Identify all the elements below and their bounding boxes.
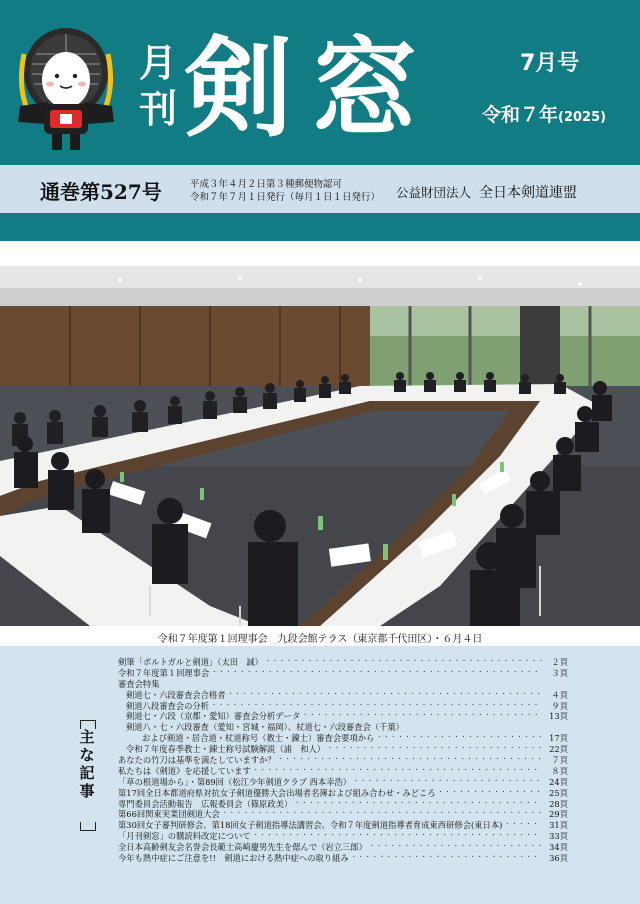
contents-item-page: ４頁	[551, 689, 568, 700]
contents-item-page: 33頁	[549, 831, 568, 842]
contents-item	[118, 711, 568, 722]
contents-item-page: ８頁	[551, 765, 568, 776]
contents-item-title: 専門委員会活動報告 広報委員会（篠原政美）	[118, 798, 293, 809]
contents-item-title: 令和７年度第１回理事会	[118, 667, 210, 678]
postal-permit: 平成３年４月２日第３種郵便物認可 令和７年７月１日発行（毎月１日１日発行）	[190, 179, 381, 203]
contents-item-title: 剣筆「ポルトガルと剣道」（太田 誠）	[118, 656, 263, 667]
contents-item-leader	[211, 666, 542, 679]
contents-item-title: 第17回全日本都道府県対抗女子剣道優勝大会出場者名簿および組み合わせ・みどころ	[118, 787, 436, 798]
contents-item-page: 25頁	[549, 787, 568, 798]
board-meeting-photo	[0, 266, 640, 626]
gekkan-label: 月 刊	[138, 41, 177, 131]
contents-item-title: 令和７年度春季教士・錬士称号試験解説（浦 和人）	[126, 744, 326, 755]
publisher: 公益財団法人 全日本剣道連盟	[396, 185, 578, 201]
publisher-name: 全日本剣道連盟	[479, 185, 578, 201]
contents-item-title: 全日本高齢剣友会名誉会長範士高崎慶男先生を偲んで（岩立三郎）	[118, 842, 367, 853]
divider-band	[0, 213, 640, 241]
kendo-mask-mascot-icon	[14, 24, 124, 154]
contents-item-title: 剣道七・六段（京都・愛知）審査会分析データ	[126, 711, 301, 722]
cover-header	[0, 0, 640, 165]
contents-item-leader	[222, 807, 542, 820]
contents-list	[118, 657, 568, 864]
contents-item-leader	[351, 851, 542, 864]
contents-item-title: あなたの竹刀は基準を満たしていますか？	[118, 755, 276, 765]
contents-item-page: 29頁	[549, 809, 568, 820]
contents-item-page: 17頁	[549, 733, 568, 744]
contents-item-page: ７頁	[551, 755, 568, 765]
issue-month: 7月号	[520, 51, 580, 76]
contents-item-title: 今年も熱中症にご注意を!! 剣道における熱中症への取り組み	[118, 853, 349, 864]
contents-item-leader	[302, 709, 542, 722]
contents-item-page: ２頁	[551, 656, 568, 667]
contents-item-title: 「草の根道場から」・第89回（松江少年剣道クラブ 西本幸浩）	[118, 776, 352, 787]
contents-label-bracket-bottom	[80, 822, 96, 831]
photo-caption: 令和７年度第１回理事会 九段会館テラス（東京都千代田区）・６月４日	[157, 634, 483, 645]
contents-item-title: 剣道七・六段審査会合格者	[126, 689, 226, 700]
contents-item-title: 剣道八段審査会の分析	[126, 700, 209, 711]
contents-item-title: 第30回女子審判研修会、第18回女子剣道指導法講習会、令和７年度剣道指導者育成東西研修会(東日本)	[118, 820, 503, 831]
magazine-title: 剣窓	[184, 26, 437, 152]
contents-item-title: 剣道八・七・六段審査（愛知・宮城・福岡）、杖道七・六段審査会（千葉）	[126, 722, 404, 733]
issue-year: 令和７年(2025)	[482, 104, 607, 126]
contents-label: 主 な 記 事	[79, 728, 95, 800]
contents-item-page: 31頁	[549, 820, 568, 831]
contents-item	[118, 668, 568, 679]
contents-item-page: 22頁	[549, 744, 568, 755]
contents-item-title: 私たちは《剣道》を応援しています	[118, 765, 251, 776]
contents-item-page: 24頁	[549, 776, 568, 787]
volume-number: 通巻第527号	[40, 180, 162, 204]
contents-item-title: 審査会特集	[118, 678, 160, 689]
contents-item-page: 28頁	[549, 798, 568, 809]
contents-item-page: ３頁	[551, 667, 568, 678]
contents-item-title: 「月刊剣窓」の購読料改定について	[118, 831, 251, 842]
contents-item-page: 34頁	[549, 842, 568, 853]
contents-item-title: および剣道・居合道・杖道称号（教士・錬士）審査会要項から	[142, 733, 375, 744]
issue-year-western: (2025)	[558, 110, 607, 125]
contents-item-page: 36頁	[549, 853, 568, 864]
contents-item	[118, 809, 568, 820]
contents-item	[118, 853, 568, 864]
contents-item-title: 第66回関東実業団剣道大会	[118, 809, 220, 820]
contents-item-page: ９頁	[551, 700, 568, 711]
contents-item-page: 13頁	[549, 711, 568, 722]
